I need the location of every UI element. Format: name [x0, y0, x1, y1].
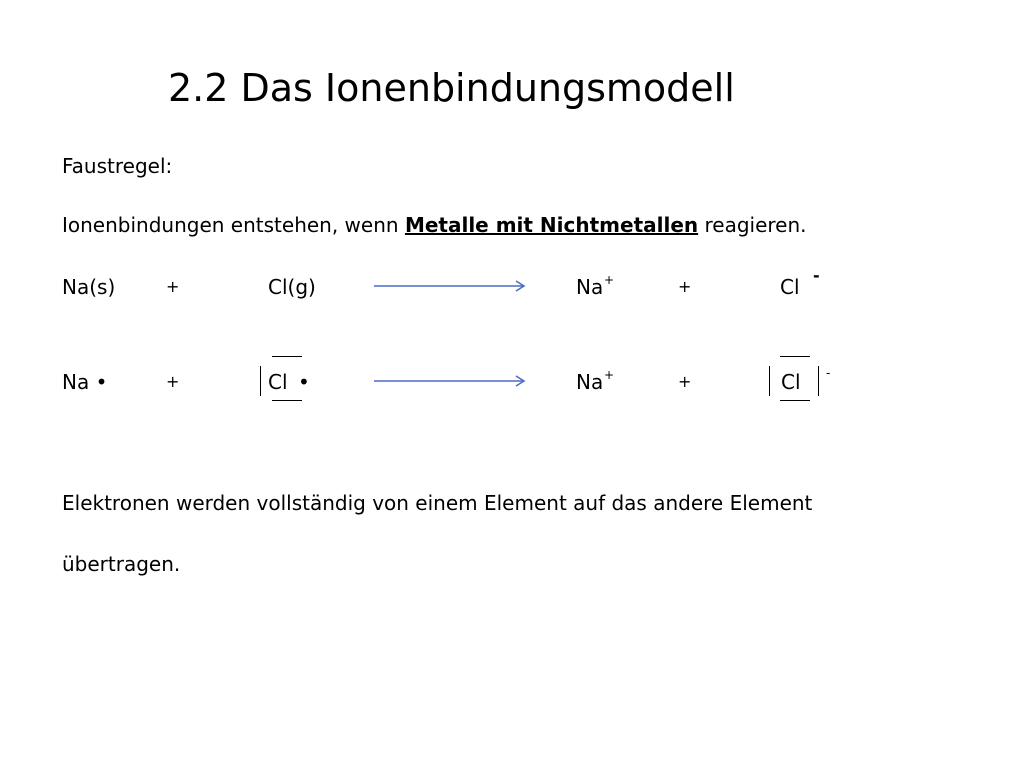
eq1-reactant-cl: Cl(g) [268, 275, 316, 299]
eq2-plus-2: + [678, 372, 692, 391]
eq1-product-na: Na [576, 275, 604, 299]
eq2-reactant-cl: Cl [268, 370, 288, 394]
conclusion-line-1: Elektronen werden vollständig von einem Element auf das andere Element [62, 491, 813, 515]
lone-pair-bottom [272, 400, 302, 401]
slide-title: 2.2 Das Ionenbindungsmodell [168, 66, 735, 110]
eq1-plus-2: + [678, 277, 692, 296]
eq2-product-cl: Cl [781, 370, 801, 394]
eq2-reaction-arrow-icon [372, 373, 528, 389]
eq1-product-na-charge: + [604, 273, 615, 287]
rule-text-after: reagieren. [698, 213, 807, 237]
rule-sentence [62, 211, 807, 239]
lone-pair-bottom [780, 400, 810, 401]
eq1-reaction-arrow-icon [372, 278, 528, 294]
lone-pair-top [272, 356, 302, 357]
rule-text-before: Ionenbindungen entstehen, wenn [62, 213, 405, 237]
eq2-product-cl-charge: - [826, 366, 831, 380]
eq2-unpaired-electron: • [298, 370, 310, 394]
lone-pair-top [780, 356, 810, 357]
conclusion-line-2: übertragen. [62, 552, 181, 576]
lone-pair-left [260, 366, 261, 396]
eq2-reactant-na: Na • [62, 370, 108, 394]
rule-label: Faustregel: [62, 154, 173, 178]
eq1-product-cl-charge: - [813, 266, 820, 285]
eq2-product-na: Na [576, 370, 604, 394]
lone-pair-right [818, 366, 819, 396]
eq1-reactant-na: Na(s) [62, 275, 116, 299]
lone-pair-left [769, 366, 770, 396]
eq2-product-na-charge: + [604, 368, 615, 382]
eq1-plus-1: + [166, 277, 180, 296]
eq1-product-cl: Cl [780, 275, 800, 299]
eq2-plus-1: + [166, 372, 180, 391]
rule-emphasis: Metalle mit Nichtmetallen [404, 213, 699, 237]
